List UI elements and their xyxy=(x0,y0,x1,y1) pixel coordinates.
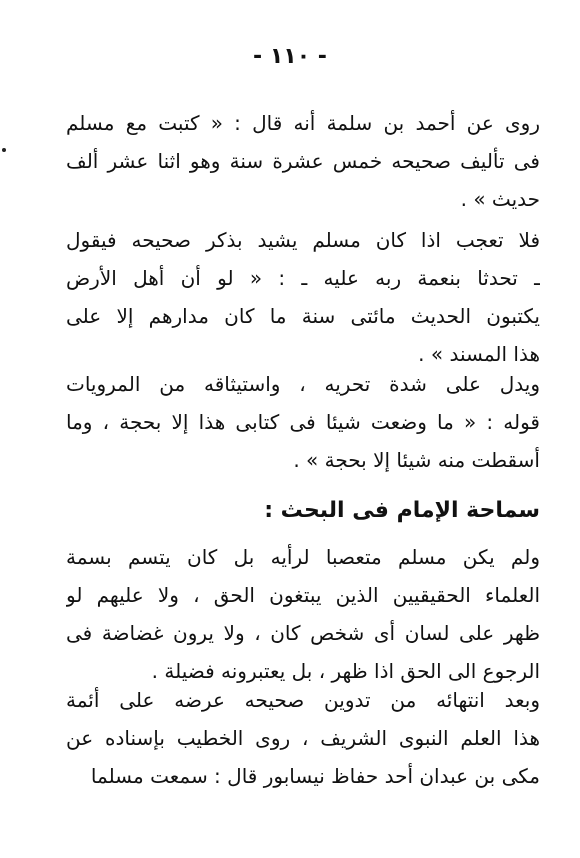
paragraph-line: حديث » . xyxy=(460,187,540,211)
paragraph-line: ولم يكن مسلم متعصبا لرأيه بل كان يتسم بسمة xyxy=(66,545,540,569)
paragraph-5 xyxy=(66,681,540,795)
section-heading: سماحة الإمام فى البحث : xyxy=(264,498,540,523)
page-number: - ١١٠ - xyxy=(253,44,327,69)
paragraph-line: ـ تحدثا بنعمة ربه عليه ـ : « لو أن أهل الأرض xyxy=(66,266,540,290)
paragraph-line: يكتبون الحديث مائتى سنة ما كان مدارهم إلا على xyxy=(66,304,540,328)
paragraph-line: ويدل على شدة تحريه ، واستيثاقه من المرويات xyxy=(66,372,540,396)
paragraph-line: مكى بن عبدان أحد حفاظ نيسابور قال : سمعت مسلما xyxy=(90,764,540,788)
paragraph-line: قوله : « ما وضعت شيئا فى كتابى هذا إلا بحجة ، وما xyxy=(66,410,540,434)
margin-mark xyxy=(2,148,6,152)
paragraph-line: العلماء الحقيقيين الذين يبتغون الحق ، ولا عليهم لو xyxy=(66,583,540,607)
paragraph-2 xyxy=(66,221,540,373)
paragraph-line: فلا تعجب اذا كان مسلم يشيد بذكر صحيحه فيقول xyxy=(66,228,540,252)
paragraph-line: وبعد انتهائه من تدوين صحيحه عرضه على أئمة xyxy=(66,688,540,712)
paragraph-3 xyxy=(66,365,540,479)
paragraph-4 xyxy=(66,538,540,690)
paragraph-line: هذا المسند » . xyxy=(418,342,540,366)
paragraph-line: فى تأليف صحيحه خمس عشرة سنة وهو اثنا عشر ألف xyxy=(66,149,540,173)
paragraph-line: الرجوع الى الحق اذا ظهر ، بل يعتبرونه فضيلة . xyxy=(151,659,540,683)
paragraph-line: روى عن أحمد بن سلمة أنه قال : « كتبت مع مسلم xyxy=(66,111,540,135)
paragraph-line: أسقطت منه شيئا إلا بحجة » . xyxy=(293,448,540,472)
paragraph-line: هذا العلم النبوى الشريف ، روى الخطيب بإسناده عن xyxy=(66,726,540,750)
paragraph-1 xyxy=(66,104,540,218)
paragraph-line: ظهر على لسان أى شخص كان ، ولا يرون غضاضة فى xyxy=(66,621,540,645)
